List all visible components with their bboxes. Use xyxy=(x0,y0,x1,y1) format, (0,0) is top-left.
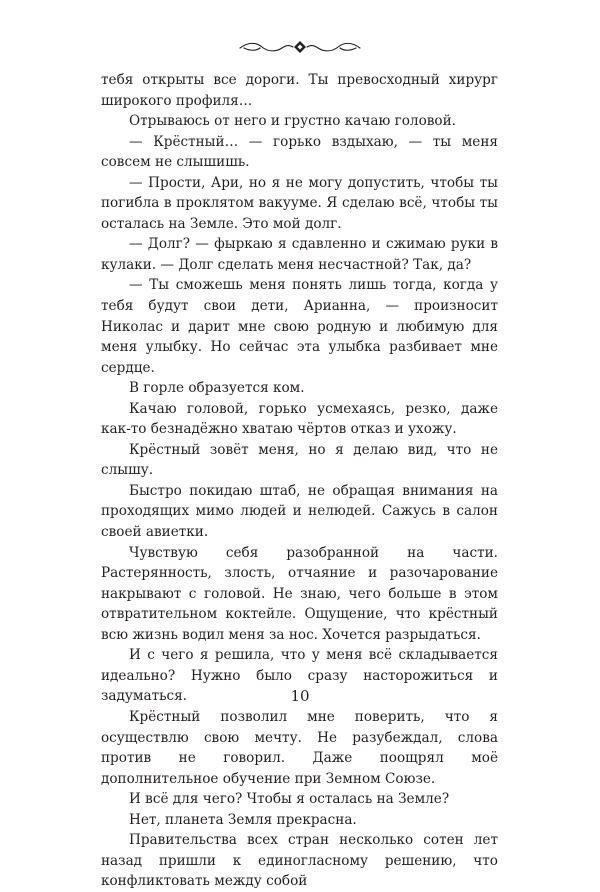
paragraph: Отрываюсь от него и грустно качаю головой. xyxy=(129,113,456,130)
paragraph: Крёстный позволил мне поверить, что я осуществлю свою мечту. Не разубеждал, слова против не говорил. Даже поощрял моё дополнительное обучение при Земном Союзе. xyxy=(101,708,498,787)
paragraph: Быстро покидаю штаб, не обращая внимания на проходящих мимо людей и нелюдей. Сажусь в салон своей авиетки. xyxy=(101,482,498,541)
paragraph: тебя открыты все дороги. Ты превосходный хирург широкого профиля… xyxy=(101,72,498,109)
paragraph: Крёстный зовёт меня, но я делаю вид, что не слышу. xyxy=(101,441,498,479)
ornament-flourish-icon xyxy=(238,36,362,58)
paragraph: — Ты сможешь меня понять лишь тогда, когда у тебя будут свои дети, Арианна, — произносит Николас и дарит мне свою родную и любимую для меня улыбку. Но сейчас эта улыбка разбивает мне сердце. xyxy=(101,277,498,376)
page-number: 10 xyxy=(290,687,310,705)
paragraph: Нет, планета Земля прекрасна. xyxy=(129,811,357,828)
body-text xyxy=(101,70,498,892)
paragraph: — Долг? — фыркаю я сдавленно и сжимаю руки в кулаки. — Долг сделать меня несчастной? Так, да? xyxy=(101,236,498,273)
paragraph: Правительства всех стран несколько сотен лет назад пришли к единогласному решению, что конфликтовать между собой xyxy=(101,832,498,890)
paragraph: — Прости, Ари, но я не могу допустить, чтобы ты погибла в проклятом вакууме. Я сделаю всё, чтобы ты осталась на Земле. Это мой долг. xyxy=(101,174,498,232)
paragraph: В горле образуется ком. xyxy=(129,380,305,397)
paragraph: И с чего я решила, что у меня всё складывается идеально? Нужно было сразу насторожиться и задуматься. xyxy=(101,647,498,705)
paragraph: Качаю головой, горько усмехаясь, резко, даже как-то безнадёжно хватаю чёртов отказ и ухожу. xyxy=(101,400,498,438)
paragraph: Чувствую себя разобранной на части. Растерянность, злость, отчаяние и разочарование накрывают с головой. Не знаю, чего больше в этом отвратительном коктейле. Ощущение, что крёстный всю жизнь водил меня за нос. Хочется разрыдаться. xyxy=(101,544,498,643)
paragraph: И всё для чего? Чтобы я осталась на Земле? xyxy=(129,791,450,808)
paragraph: — Крёстный… — горько вздыхаю, — ты меня совсем не слышишь. xyxy=(101,133,498,171)
